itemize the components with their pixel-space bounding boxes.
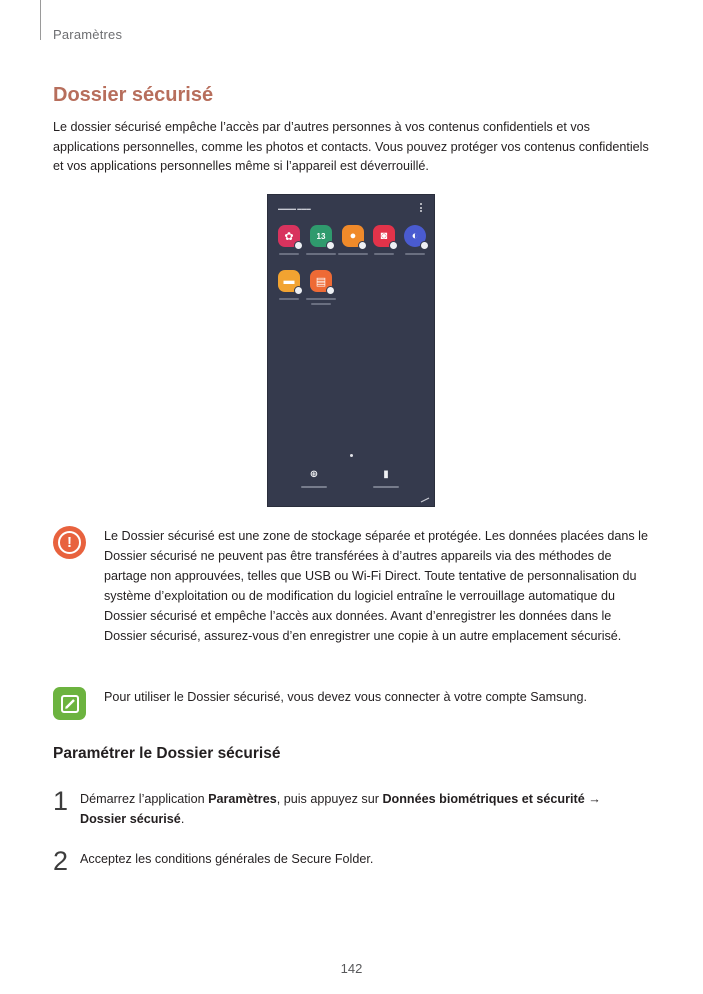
- page-indicator: [350, 454, 353, 457]
- corner-rule: [40, 0, 41, 40]
- app-label: [405, 253, 425, 255]
- camera-icon[interactable]: ◙: [373, 225, 395, 247]
- phone-title-bar: ▬▬▬▬ ▬▬▬: [278, 206, 311, 211]
- add-files-label: [373, 486, 399, 488]
- step-number: 2: [53, 846, 69, 876]
- add-apps-icon[interactable]: ⊕: [309, 468, 319, 480]
- add-files-icon[interactable]: ▮: [383, 468, 389, 480]
- samsung-notes-icon[interactable]: ▤: [310, 270, 332, 292]
- step-number: 1: [53, 786, 69, 816]
- secure-folder-screenshot: [267, 194, 435, 507]
- app-label: [311, 303, 331, 305]
- header-section-label: Paramètres: [53, 27, 123, 42]
- warning-icon: !: [53, 526, 86, 559]
- contacts-icon[interactable]: ●: [342, 225, 364, 247]
- app-label: [279, 253, 299, 255]
- my-files-icon[interactable]: ▬: [278, 270, 300, 292]
- warning-note-text: Le Dossier sécurisé est une zone de stockage séparée et protégée. Les données placées dans le Dossier sécurisé ne peuvent pas être transférées à d’autres appareils via des méthodes de partage non approuvées, telles que USB ou Wi-Fi Direct. Toute tentative de personnalisation du système d’exploitation ou de modification du logiciel entraîne le verrouillage automatique du Dossier sécurisé et empêche l’accès aux données. Avant d’enregistrer les données dans le Dossier sécurisé, assurez-vous d’en enregistrer une copie à un autre emplacement sécurisé.: [104, 529, 648, 643]
- app-label: [338, 253, 368, 255]
- pencil-note-icon: [53, 687, 86, 720]
- tip-note-text: Pour utiliser le Dossier sécurisé, vous devez vous connecter à votre compte Samsung.: [104, 690, 587, 704]
- gallery-icon[interactable]: ✿: [278, 225, 300, 247]
- page-number: 142: [340, 961, 363, 976]
- secure-folder-corner-icon: [420, 497, 430, 503]
- app-label: [279, 298, 299, 300]
- internet-icon[interactable]: ◐: [404, 225, 426, 247]
- add-apps-label: [301, 486, 327, 488]
- intro-paragraph: Le dossier sécurisé empêche l’accès par d’autres personnes à vos contenus confidentiels et vos applications personnelles, comme les photos et contacts. Vous pouvez protéger vos contenus confidentiels et vos applications personnelles même si l’appareil est déverrouillé.: [53, 120, 649, 173]
- app-label: [306, 253, 336, 255]
- section-title: Dossier sécurisé: [53, 84, 214, 106]
- app-label: [374, 253, 394, 255]
- step-text: Acceptez les conditions générales de Secure Folder.: [80, 852, 374, 866]
- subsection-title: Paramétrer le Dossier sécurisé: [53, 745, 281, 762]
- step-text: Démarrez l’application Paramètres, puis appuyez sur Données biométriques et sécurité → Dossier sécurisé.: [80, 792, 601, 826]
- calendar-icon[interactable]: 13: [310, 225, 332, 247]
- more-options-icon[interactable]: [420, 203, 422, 212]
- app-label: [306, 298, 336, 300]
